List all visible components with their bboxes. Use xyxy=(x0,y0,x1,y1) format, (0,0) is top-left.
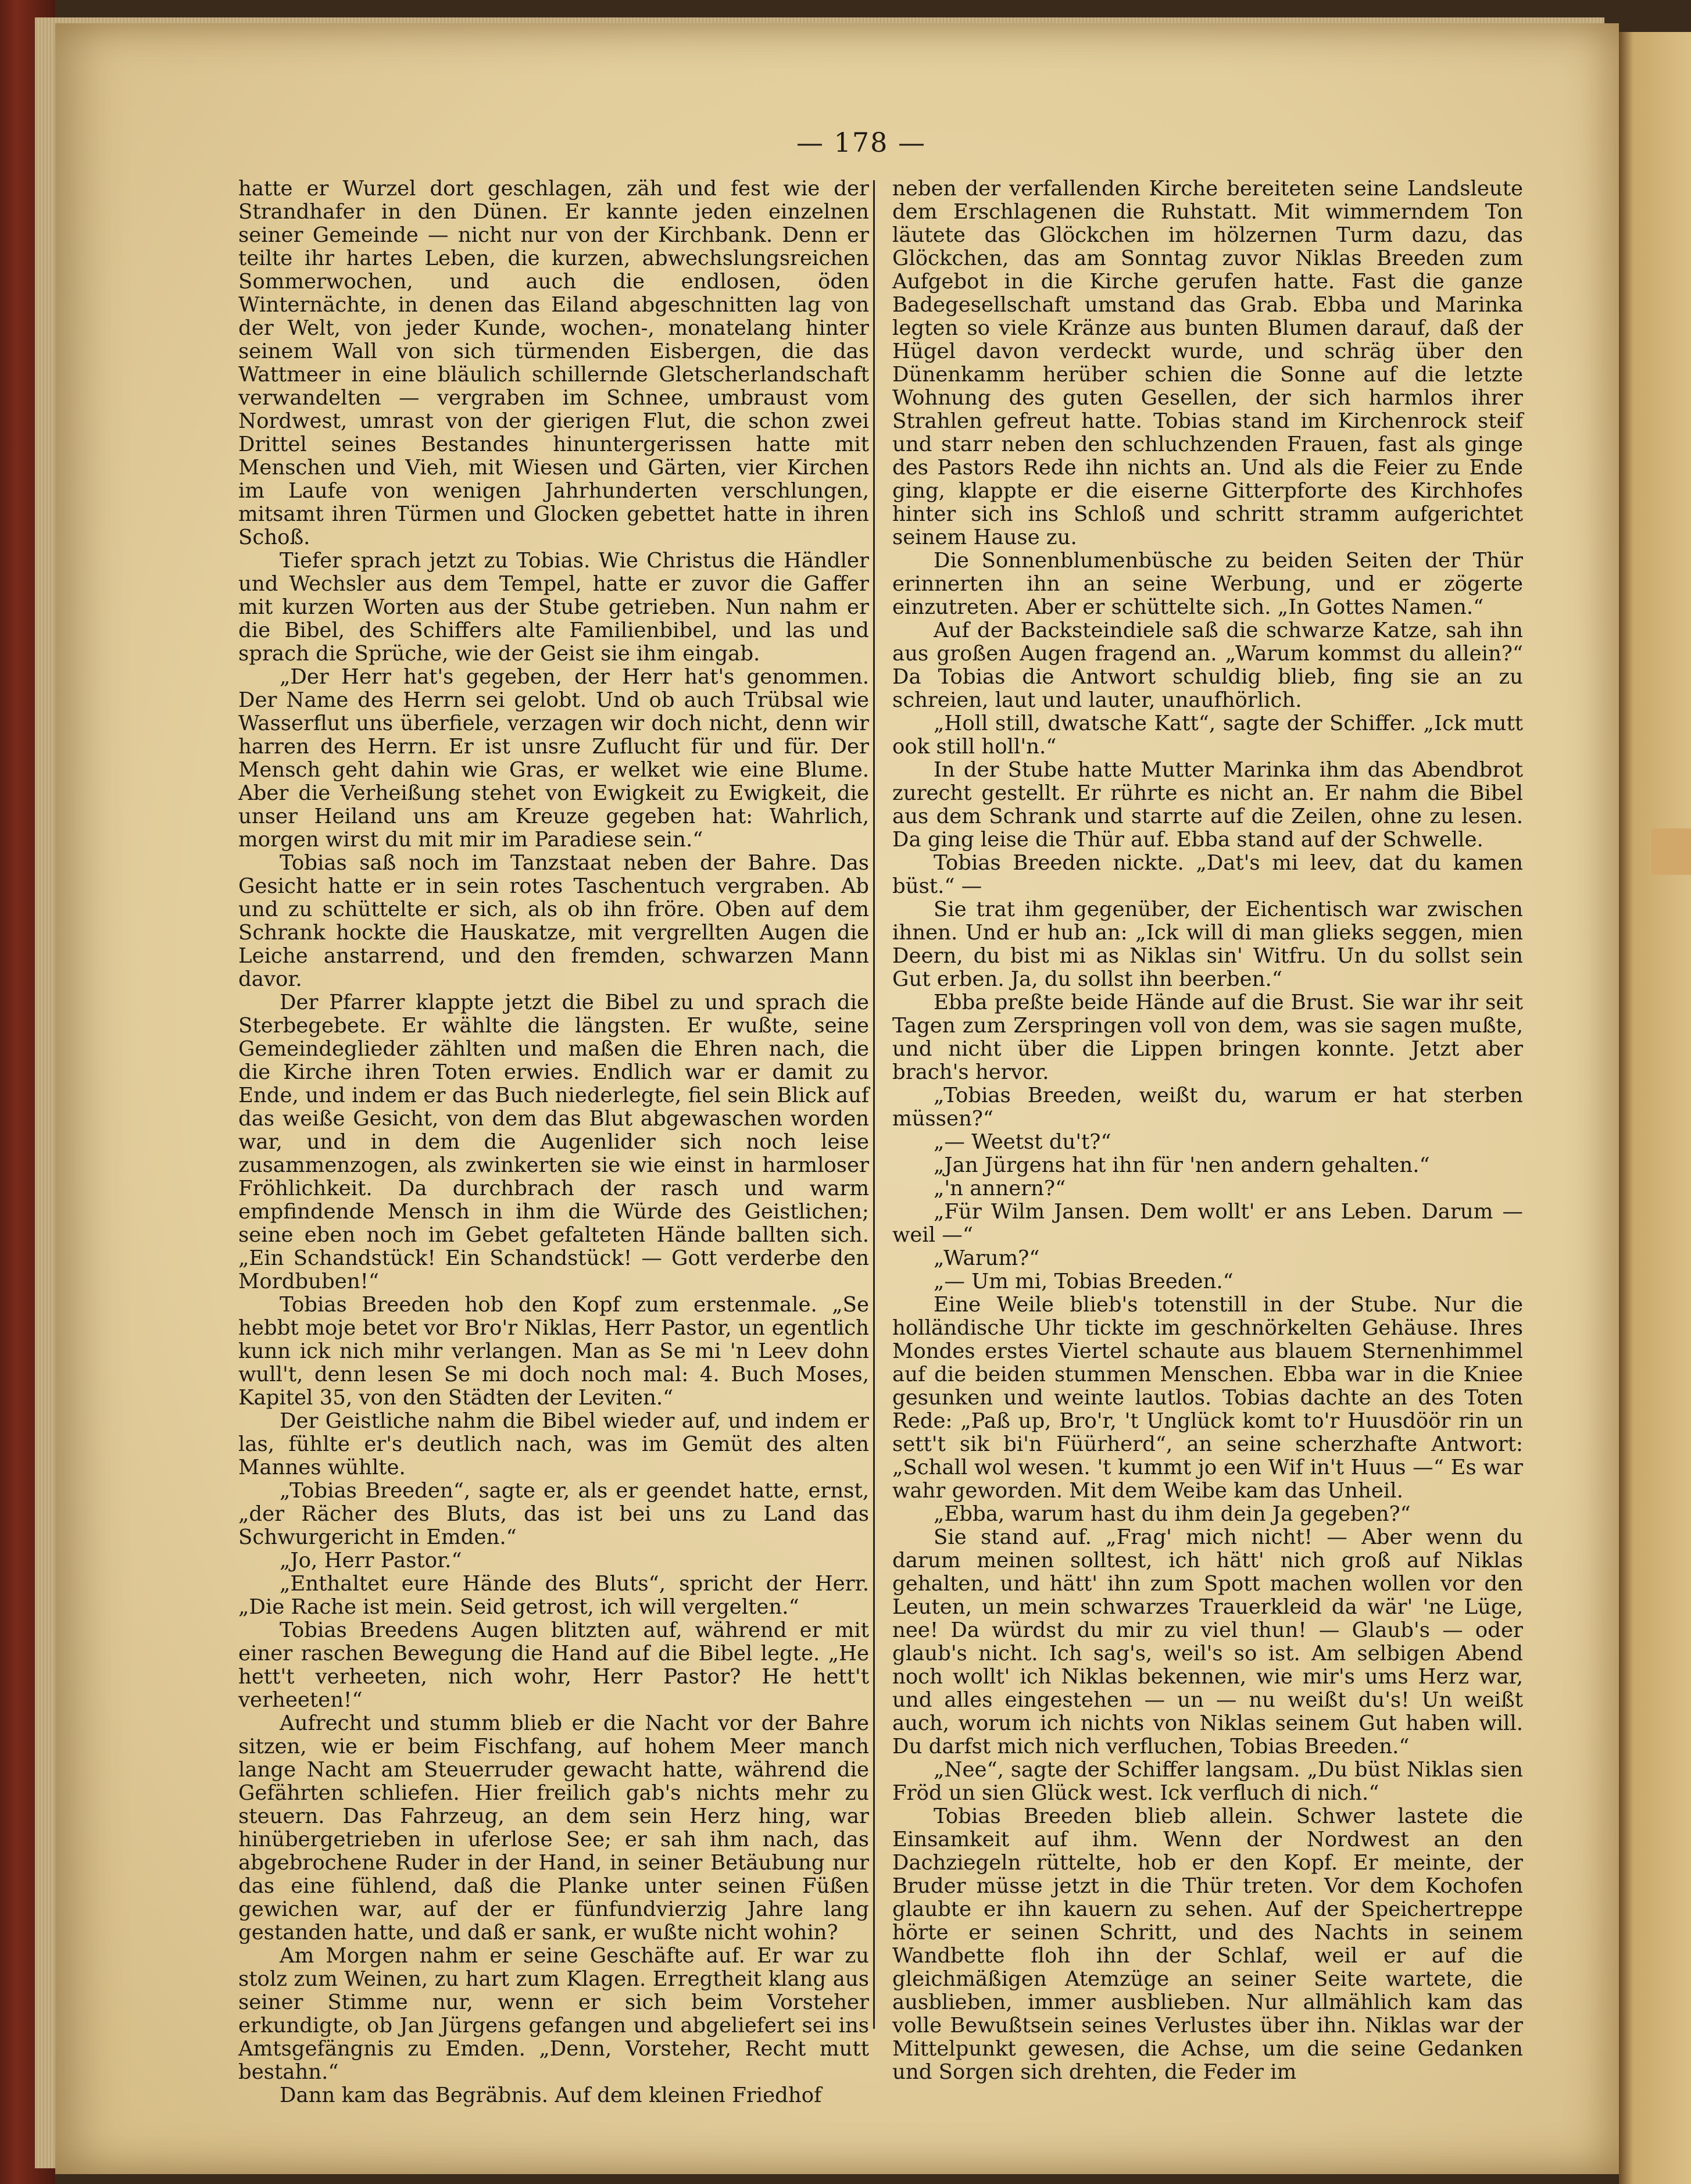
paragraph: „— Weetst du't?“ xyxy=(934,1130,1111,1154)
paragraph: Der Pfarrer klappte jetzt die Bibel zu und sprach die Sterbegebete. Er wählte die längsten. Er wußte, seine Gemeindeglieder zählten und maßen die Ehren nach, die die Kirche ihren Toten erwies. Endlich war er damit zu Ende, und indem er das Buch niederlegte, fiel sein Blick auf das weiße Gesicht, von dem das Blut abgewaschen worden war, und in dem die Augenlider sich noch leise zusammenzogen, als zwinkerten sie wie einst in harmloser Fröhlichkeit. Da durchbrach der rasch und warm empfindende Mensch in ihm die Würde des Geistlichen; seine eben noch im Gebet gefalteten Hände ballten sich. „Ein Schandstück! Ein Schandstück! — Gott verderbe den Mordbuben!“ xyxy=(238,991,869,1293)
paragraph: Am Morgen nahm er seine Geschäfte auf. Er war zu stolz zum Weinen, zu hart zum Klagen. Erregtheit klang aus seiner Stimme nur, wenn er sich beim Vorsteher erkundigte, ob Jan Jürgens gefangen und abgeliefert sei ins Amtsgefängnis zu Emden. „Denn, Vorsteher, Recht mutt bestahn.“ xyxy=(238,1944,869,2084)
paragraph: Dann kam das Begräbnis. Auf dem kleinen Friedhof xyxy=(280,2083,822,2107)
column-divider xyxy=(873,180,875,2029)
paragraph: „Ebba, warum hast du ihm dein Ja gegeben?“ xyxy=(934,1502,1411,1526)
paragraph: Aufrecht und stumm blieb er die Nacht vor der Bahre sitzen, wie er beim Fischfang, auf hohem Meer manch lange Nacht am Steuerruder gewacht hatte, während die Gefährten schliefen. Hier freilich gab's nichts mehr zu steuern. Das Fahrzeug, an dem sein Herz hing, war hinübergetrieben in uferlose See; er sah ihm nach, das abgebrochene Ruder in der Hand, in seiner Betäubung nur das eine fühlend, daß die Planke unter seinen Füßen gewichen war, auf der er fünfundvierzig Jahre lang gestanden hatte, und daß er sank, er wußte nicht wohin? xyxy=(238,1711,869,1944)
paragraph: Auf der Backsteindiele saß die schwarze Katze, sah ihn aus großen Augen fragend an. „Warum kommst du allein?“ Da Tobias die Antwort schuldig blieb, fing sie an zu schreien, laut und lauter, unaufhörlich. xyxy=(892,619,1523,712)
paragraph: Der Geistliche nahm die Bibel wieder auf, und indem er las, fühlte er's deutlich nach, was im Gemüt des alten Mannes wühlte. xyxy=(238,1409,869,1479)
paragraph: Tiefer sprach jetzt zu Tobias. Wie Christus die Händler und Wechsler aus dem Tempel, hatte er zuvor die Gaffer mit kurzen Worten aus der Stube getrieben. Nun nahm er die Bibel, des Schiffers alte Familienbibel, und las und sprach die Sprüche, wie der Geist sie ihm eingab. xyxy=(238,549,869,666)
right-column xyxy=(892,177,1523,2084)
page-number: — 178 — xyxy=(796,127,927,158)
paragraph: „Jo, Herr Pastor.“ xyxy=(280,1549,462,1572)
paragraph: Tobias Breeden blieb allein. Schwer lastete die Einsamkeit auf ihm. Wenn der Nordwest an den Dachziegeln rüttelte, hob er den Kopf. Er meinte, der Bruder müsse jetzt in die Thür treten. Vor dem Kochofen glaubte er ihn kauern zu sehen. Auf der Speichertreppe hörte er seinen Schritt, und des Nachts in seinem Wandbette floh ihn der Schlaf, weil er auf die gleichmäßigen Atemzüge an seiner Seite wartete, die ausblieben, immer ausblieben. Nur allmählich kam das volle Bewußtsein seines Verlustes über ihn. Niklas war der Mittelpunkt gewesen, die Achse, um die seine Gedanken und Sorgen sich drehten, die Feder im xyxy=(892,1804,1523,2084)
paragraph: „Jan Jürgens hat ihn für 'nen andern gehalten.“ xyxy=(934,1153,1430,1177)
paragraph: „Warum?“ xyxy=(934,1246,1040,1270)
next-page-edge xyxy=(1619,32,1691,2184)
paragraph: „Holl still, dwatsche Katt“, sagte der Schiffer. „Ick mutt ook still holl'n.“ xyxy=(892,712,1523,759)
paragraph: Sie stand auf. „Frag' mich nicht! — Aber wenn du darum meinen solltest, ich hätt' nich groß auf Niklas gehalten, und hätt' ihn zum Spott machen wollen vor den Leuten, un mein schwarzes Trauerkleid da wär' 'ne Lüge, nee! Da würdst du mir zu viel thun! — Glaub's — oder glaub's nicht. Ich sag's, weil's so ist. Am selbigen Abend noch wollt' ich Niklas bekennen, wie mir's ums Herz war, und alles eingestehen — un — nu weißt du's! Un weißt auch, worum ich nichts von Niklas seinem Gut haben will. Du darfst mich nich verfluchen, Tobias Breeden.“ xyxy=(892,1525,1523,1758)
paragraph: „Tobias Breeden“, sagte er, als er geendet hatte, ernst, „der Rächer des Bluts, das ist bei uns zu Land das Schwurgericht in Emden.“ xyxy=(238,1479,869,1549)
paragraph: Eine Weile blieb's totenstill in der Stube. Nur die holländische Uhr tickte im geschnörkelten Gehäuse. Ihres Mondes erstes Viertel schaute aus blauem Sternenhimmel auf die beiden stummen Menschen. Ebba war in die Kniee gesunken und weinte lautlos. Tobias dachte an des Toten Rede: „Paß up, Bro'r, 't Unglück komt to'r Huusdöör rin un sett't sik bi'n Füürherd“, an seine scherzhafte Antwort: „Schall wol wesen. 't kummt jo een Wif in't Huus —“ Es war wahr geworden. Mit dem Weibe kam das Unheil. xyxy=(892,1293,1523,1503)
paragraph: In der Stube hatte Mutter Marinka ihm das Abendbrot zurecht gestellt. Er rührte es nicht an. Er nahm die Bibel aus dem Schrank und starrte auf die Zeilen, ohne zu lesen. Da ging leise die Thür auf. Ebba stand auf der Schwelle. xyxy=(892,758,1523,852)
bookmark-tab xyxy=(1651,828,1691,875)
paragraph: Tobias Breeden hob den Kopf zum erstenmale. „Se hebbt moje betet vor Bro'r Niklas, Herr Pastor, un egentlich kunn ick nich mihr verlangen. Man as Se mi 'n Leev dohn wull't, denn lesen Se mi doch noch mal: 4. Buch Moses, Kapitel 35, von den Städten der Leviten.“ xyxy=(238,1293,869,1410)
paragraph: „Für Wilm Jansen. Dem wollt' er ans Leben. Darum — weil —“ xyxy=(892,1200,1523,1247)
paragraph: Die Sonnenblumenbüsche zu beiden Seiten der Thür erinnerten ihn an seine Werbung, und er zögerte einzutreten. Aber er schüttelte sich. „In Gottes Namen.“ xyxy=(892,549,1523,619)
paragraph: „'n annern?“ xyxy=(934,1177,1066,1200)
paragraph: „Der Herr hat's gegeben, der Herr hat's genommen. Der Name des Herrn sei gelobt. Und ob auch Trübsal wie Wasserflut uns überfiele, verzagen wir doch nicht, denn wir harren des Herrn. Er ist unsre Zuflucht für und für. Der Mensch geht dahin wie Gras, er welket wie eine Blume. Aber die Verheißung stehet von Ewigkeit zu Ewigkeit, die unser Heiland uns am Kreuze gegeben hat: Wahrlich, morgen wirst du mit mir im Paradiese sein.“ xyxy=(238,665,869,852)
paragraph: neben der verfallenden Kirche bereiteten seine Landsleute dem Erschlagenen die Ruhstatt. Mit wimmerndem Ton läutete das Glöckchen im hölzernen Turm dazu, das Glöckchen, das am Sonntag zuvor Niklas Breeden zum Aufgebot in die Kirche gerufen hatte. Fast die ganze Badegesellschaft umstand das Grab. Ebba und Marinka legten so viele Kränze aus bunten Blumen darauf, daß der Hügel davon verdeckt wurde, und schräg über den Dünenkamm herüber schien die Sonne auf die letzte Wohnung des guten Gesellen, der sich harmlos ihrer Strahlen gefreut hatte. Tobias stand im Kirchenrock steif und starr neben den schluchzenden Frauen, fast als ginge des Pastors Rede ihn nichts an. Und als die Feier zu Ende ging, klappte er die eiserne Gitterpforte des Kirchhofes hinter sich ins Schloß und schritt stramm aufgerichtet seinem Hause zu. xyxy=(892,177,1523,549)
paragraph: hatte er Wurzel dort geschlagen, zäh und fest wie der Strandhafer in den Dünen. Er kannte jeden einzelnen seiner Gemeinde — nicht nur von der Kirchbank. Denn er teilte ihr hartes Leben, die kurzen, abwechslungsreichen Sommerwochen, und auch die endlosen, öden Winternächte, in denen das Eiland abgeschnitten lag von der Welt, von jeder Kunde, wochen-, monatelang hinter seinem Wall von sich türmenden Eisbergen, die das Wattmeer in eine bläulich schillernde Gletscherlandschaft verwandelten — vergraben im Schnee, umbraust vom Nordwest, umrast von der gierigen Flut, die schon zwei Drittel seines Bestandes hinuntergerissen hatte mit Menschen und Vieh, mit Wiesen und Gärten, vier Kirchen im Laufe von wenigen Jahrhunderten verschlungen, mitsamt ihren Türmen und Glocken gebettet hatte in ihren Schoß. xyxy=(238,177,869,549)
paragraph: Sie trat ihm gegenüber, der Eichentisch war zwischen ihnen. Und er hub an: „Ick will di man glieks seggen, mien Deern, du bist mi as Niklas sin' Witfru. Un du sollst sein Gut erben. Ja, du sollst ihn beerben.“ xyxy=(892,898,1523,991)
paragraph: „— Um mi, Tobias Breeden.“ xyxy=(934,1270,1234,1293)
paragraph: „Tobias Breeden, weißt du, warum er hat sterben müssen?“ xyxy=(892,1084,1523,1131)
paragraph: Tobias saß noch im Tanzstaat neben der Bahre. Das Gesicht hatte er in sein rotes Taschentuch vergraben. Ab und zu schüttelte er sich, als ob ihn fröre. Oben auf dem Schrank hockte die Hauskatze, mit vergrellten Augen die Leiche anstarrend, und den fremden, schwarzen Mann davor. xyxy=(238,851,869,991)
left-column xyxy=(238,177,869,2107)
paragraph: „Enthaltet eure Hände des Bluts“, spricht der Herr. „Die Rache ist mein. Seid getrost, ich will vergelten.“ xyxy=(238,1572,869,1619)
paragraph: „Nee“, sagte der Schiffer langsam. „Du büst Niklas sien Fröd un sien Glück west. Ick verfluch di nich.“ xyxy=(892,1758,1523,1805)
paragraph: Tobias Breeden nickte. „Dat's mi leev, dat du kamen büst.“ — xyxy=(892,851,1523,898)
paragraph: Ebba preßte beide Hände auf die Brust. Sie war ihr seit Tagen zum Zerspringen voll von dem, was sie sagen mußte, und nicht über die Lippen bringen konnte. Jetzt aber brach's hervor. xyxy=(892,991,1523,1084)
paragraph: Tobias Breedens Augen blitzten auf, während er mit einer raschen Bewegung die Hand auf die Bibel legte. „He hett't verheeten, nich wohr, Herr Pastor? He hett't verheeten!“ xyxy=(238,1618,869,1712)
